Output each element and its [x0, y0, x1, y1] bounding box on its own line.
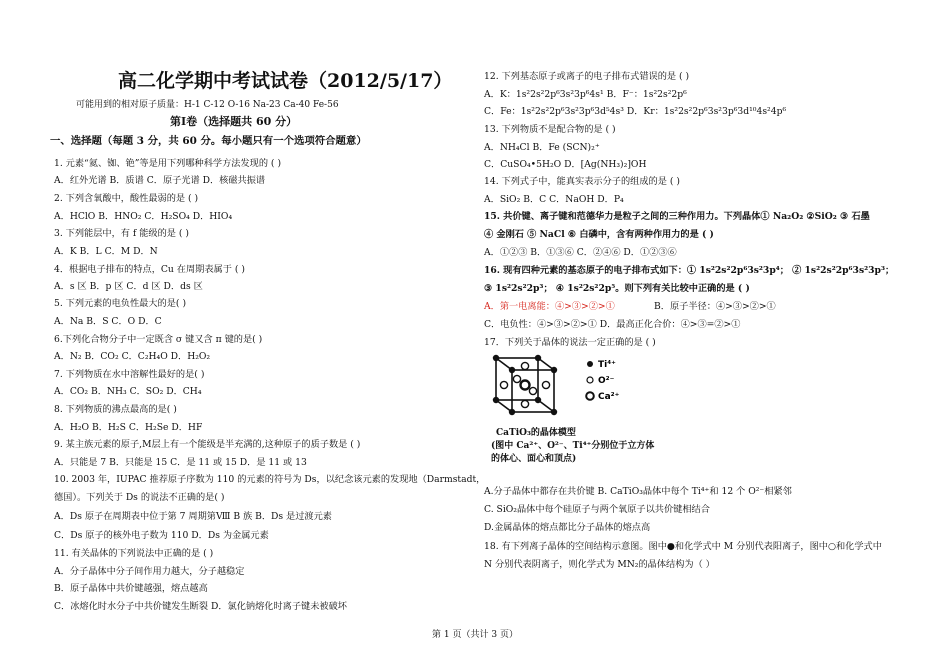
- question-line: A．①②③ B．①③⑥ C．②④⑥ D．①②③⑥: [484, 247, 677, 258]
- question-line: 14. 下列式子中，能真实表示分子的组成的是 ( ): [484, 176, 680, 187]
- question-line: 1. 元素“氦、铷、铯”等是用下列哪种科学方法发现的 ( ): [54, 158, 282, 169]
- question-line: A．HClO B．HNO₂ C．H₂SO₄ D．HIO₄: [54, 211, 233, 222]
- model-caption-3: 的体心、面心和顶点): [491, 454, 577, 464]
- question-line: ④ 金刚石 ⑤ NaCl ⑥ 白磷中，含有两种作用力的是 ( ): [484, 229, 714, 240]
- model-caption-1: CaTiO₃的晶体模型: [496, 428, 576, 438]
- question-line: B．原子晶体中共价键越强，熔点越高: [54, 583, 208, 594]
- question-line: 6.下列化合物分子中一定既含 σ 键又含 π 键的是( ): [54, 334, 263, 345]
- question-line: 17．下列关于晶体的说法一定正确的是 ( ): [484, 337, 656, 348]
- legend-o: O²⁻: [598, 376, 615, 386]
- question-line: A．SiO₂ B．C C．NaOH D．P₄: [484, 194, 624, 205]
- question-line: 8. 下列物质的沸点最高的是( ): [54, 404, 177, 415]
- question-line: A．NH₄Cl B．Fe (SCN)₂⁺: [484, 142, 600, 153]
- question-line: 德国）。下列关于 Ds 的说法不正确的是( ): [54, 492, 225, 503]
- question-line: 16. 现有四种元素的基态原子的电子排布式如下：① 1s²2s²2p⁶3s²3p⁴； ② 1s²2s²2p⁶3s²3p³；: [484, 265, 895, 276]
- question-line: 4．根据电子排布的特点，Cu 在周期表属于 ( ): [54, 264, 245, 275]
- question-line: N 分别代表阴离子，则化学式为 MN₂的晶体结构为（ ）: [484, 559, 715, 570]
- question-line: 9. 某主族元素的原子,M层上有一个能级是半充满的,这种原子的质子数是 ( ): [54, 439, 361, 450]
- page-footer: 第 1 页（共计 3 页）: [432, 630, 518, 640]
- question-line: D.金属晶体的熔点都比分子晶体的熔点高: [484, 522, 651, 533]
- question-line: A．分子晶体中分子间作用力越大，分子越稳定: [54, 566, 245, 577]
- question-line: C．电负性：④>③>②>① D．最高正化合价：④>③=②>①: [484, 319, 741, 330]
- legend-ca: Ca²⁺: [598, 392, 620, 402]
- question-line: 10. 2003 年，IUPAC 推荐原子序数为 110 的元素的符号为 Ds，以纪念该元素的发现地（Darmstadt，: [54, 474, 486, 485]
- question-line: 3. 下列能层中，有 f 能级的是 ( ): [54, 228, 189, 239]
- volume-heading: 第Ⅰ卷（选择题共 60 分）: [170, 115, 298, 128]
- question-line: C．Ds 原子的核外电子数为 110 D．Ds 为金属元素: [54, 530, 269, 541]
- crystal-model-figure: [490, 352, 650, 422]
- model-caption-2: (图中 Ca²⁺、O²⁻、Ti⁴⁺分别位于立方体: [491, 441, 655, 451]
- question-line: A．K B．L C．M D．N: [54, 246, 158, 257]
- question-line: A．只能是 7 B．只能是 15 C．是 11 或 15 D．是 11 或 13: [54, 457, 307, 468]
- question-line: A．第一电离能：④>③>②>①: [484, 301, 615, 312]
- question-line: A．Na B．S C．O D．C: [54, 316, 162, 327]
- question-line: A．N₂ B．CO₂ C．C₂H₄O D．H₂O₂: [54, 351, 211, 362]
- question-line: A.分子晶体中都存在共价键 B. CaTiO₃晶体中每个 Ti⁴⁺和 12 个 O²⁻相紧邻: [484, 486, 792, 497]
- question-line: 15. 共价键、离子键和范德华力是粒子之间的三种作用力。下列晶体① Na₂O₂ ②SiO₂ ③ 石墨: [484, 211, 870, 222]
- question-line: 12. 下列基态原子或离子的电子排布式错误的是 ( ): [484, 71, 690, 82]
- section-heading: 一、选择题（每题 3 分，共 60 分。每小题只有一个选项符合题意）: [50, 135, 367, 147]
- question-line: B．原子半径：④>③>②>①: [654, 301, 776, 312]
- question-line: C. SiO₂晶体中每个硅原子与两个氧原子以共价键相结合: [484, 504, 710, 515]
- question-line: 11. 有关晶体的下列说法中正确的是 ( ): [54, 548, 214, 559]
- question-line: 2. 下列含氧酸中，酸性最弱的是 ( ): [54, 193, 199, 204]
- question-line: A．CO₂ B．NH₃ C．SO₂ D．CH₄: [54, 386, 202, 397]
- question-line: C．冰熔化时水分子中共价键发生断裂 D．氯化钠熔化时离子键未被破坏: [54, 601, 347, 612]
- question-line: ③ 1s²2s²2p³； ④ 1s²2s²2p⁵。则下列有关比较中正确的是 ( ): [484, 283, 750, 294]
- question-line: C．CuSO₄•5H₂O D．[Ag(NH₃)₂]OH: [484, 159, 647, 170]
- question-line: 5. 下列元素的电负性最大的是( ): [54, 298, 187, 309]
- question-line: A．H₂O B．H₂S C．H₂Se D．HF: [54, 422, 203, 433]
- question-line: A．红外光谱 B．质谱 C．原子光谱 D．核磁共振谱: [54, 175, 266, 186]
- legend-ti: Ti⁴⁺: [598, 360, 616, 370]
- question-line: A．s 区 B．p 区 C．d 区 D．ds 区: [54, 281, 203, 292]
- question-line: A．K：1s²2s²2p⁶3s²3p⁶4s¹ B．F⁻：1s²2s²2p⁶: [484, 89, 687, 100]
- exam-title: 高二化学期中考试试卷（2012/5/17）: [118, 70, 453, 92]
- question-line: 7. 下列物质在水中溶解性最好的是( ): [54, 369, 205, 380]
- question-line: 18. 有下列离子晶体的空间结构示意图。图中●和化学式中 M 分别代表阳离子，图中○和化学式中: [484, 541, 882, 552]
- atomic-mass-line: 可能用到的相对原子质量：H-1 C-12 O-16 Na-23 Ca-40 Fe-56: [76, 100, 339, 110]
- question-line: C．Fe：1s²2s²2p⁶3s²3p⁶3d⁵4s³ D．Kr：1s²2s²2p⁶3s²3p⁶3d¹⁰4s²4p⁶: [484, 106, 787, 117]
- question-line: 13. 下列物质不是配合物的是 ( ): [484, 124, 616, 135]
- question-line: A．Ds 原子在周期表中位于第 7 周期第Ⅷ B 族 B．Ds 是过渡元素: [54, 511, 332, 522]
